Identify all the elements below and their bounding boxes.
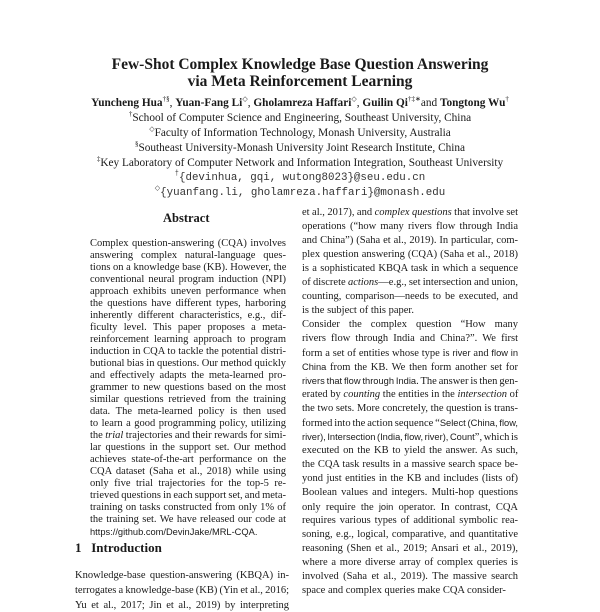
text-line [90,286,286,298]
author-name: Yuncheng Hua [91,97,163,109]
text-line [302,235,518,247]
action-text: river), Intersection (India, flow, river), Count [302,432,475,442]
text-segment: trieved questions in each support set, and meta- [90,490,286,501]
text-line [302,347,518,359]
affiliation-text: Faculty of Information Technology, Monash University, Australia [154,127,451,139]
email-mark: ◇ [154,185,161,193]
text-line [90,238,286,250]
action-text: rivers that flow through India [302,376,417,386]
text-line [302,487,518,499]
introduction-heading [75,541,162,555]
text-segment: —e.g., set intersection and union, [378,277,518,288]
text-segment: approach exhibits uneven performance when [90,286,286,297]
text-segment: that involve set [451,207,518,218]
text-line [90,502,286,514]
text-segment: space and complex queries make CQA consider- [302,585,506,596]
text-line [90,478,286,490]
text-line [302,417,518,429]
text-segment: only five trial trajectories for the top-5 re- [90,478,286,489]
text-line [302,277,518,289]
author-affiliation-mark: † [505,95,509,103]
text-segment: CQA dataset (Saha et al., 2018) while using [90,466,286,477]
text-line [90,262,286,274]
text-segment: formed into the action sequence “ [302,418,440,429]
text-segment: where a more diverse array of complex queries is [302,557,518,568]
text-line [90,370,286,382]
text-line [90,274,286,286]
email-line [0,171,600,185]
text-line [302,333,518,345]
text-line [90,466,286,478]
emphasis-text: counting [343,389,381,400]
paper-title-line-1: Few-Shot Complex Knowledge Base Question Answering [111,56,489,73]
text-segment: Complex question-answering (CQA) involves [90,238,286,249]
section-number: 1 [75,540,82,555]
text-segment: involved (Saha et al., 2019). The massive search [302,571,518,582]
action-text: river [452,348,471,358]
text-segment: of discrete [302,277,348,288]
text-segment: to learn a good programming policy, utilizing [90,418,286,429]
affiliation-mark: § [134,140,139,148]
text-line [302,459,518,471]
email-mark: † [174,170,179,178]
text-segment: from the KB. We then form another set for [326,362,518,373]
author-affiliation-mark: ◇ [351,95,357,103]
text-segment: et al., 2017), and [302,207,375,218]
text-segment: yond just entities in the KB and includes (lists of) [302,473,518,484]
text-segment: erated by [302,389,344,400]
email-text: {devinhua, gqi, wutong8023}@seu.edu.cn [178,172,426,184]
text-line [302,557,518,569]
text-line [302,305,518,317]
text-segment: operator. In contrast, CQA [393,502,518,513]
text-segment: ficulty level. This paper proposes a meta- [90,322,286,333]
abstract-heading: Abstract [163,211,210,225]
text-segment: reasoning (Shen et al., 2019; Ansari et al., 2019), [302,543,518,554]
emphasis-text: trial [105,430,124,441]
text-line [90,430,286,442]
text-segment: the questions have different types, harboring [90,298,286,309]
text-line [90,442,286,454]
text-segment: achieves state-of-the-art performance on the [90,454,286,465]
text-line [302,207,518,219]
text-segment: butional bias in questions. Our method quickly [90,358,286,369]
email-text: {yuanfang.li, gholamreza.haffari}@monash.edu [160,187,446,199]
text-segment: of [507,389,519,400]
text-line [302,263,518,275]
action-text: Select (China, flow, [439,418,518,428]
text-line [90,526,286,538]
text-segment: soning, e.g., logical, comparative, and quantitative [302,529,518,540]
text-segment: and China”) (Saha et al., 2019). In particular, com- [302,235,518,246]
text-segment: ”, which is [474,432,518,443]
text-line [302,291,518,303]
affiliation-text: Key Laboratory of Computer Network and Information Integration, Southeast University [100,157,504,169]
text-segment: training on tasks constructed from only 1% of [90,502,286,513]
text-line [90,418,286,430]
author-name: Gholamreza Haffari [253,97,352,109]
text-segment: only require the [302,502,379,513]
action-text: China [302,362,327,372]
text-line [90,334,286,346]
text-segment: tions on a knowledge base (KB). However, the [90,262,287,273]
action-text: flow in [491,348,518,358]
text-line [302,529,518,541]
author-name: Yuan-Fang Li [175,97,243,109]
code-link[interactable]: https://github.com/DevinJake/MRL-CQA. [90,527,258,537]
email-line [0,186,600,200]
text-segment: is a sophisticated KBQA task in which a sequence [302,263,518,274]
text-line [302,501,518,513]
text-segment: rivers flow through India and China?”. We first [302,333,518,344]
text-segment: form a set of entities whose type is [302,348,453,359]
author-name: Guilin Qi [362,97,408,109]
text-line [302,361,518,373]
text-segment: Yu et al., 2017; Jin et al., 2019) by interpreting [75,600,289,611]
text-line [302,571,518,583]
author-affiliation-mark: †§ [162,95,170,103]
text-segment: Consider the complex question “How many [302,319,518,330]
text-line [302,249,518,261]
text-line [302,431,518,443]
text-segment: similar questions retrieved from the training [90,394,286,405]
author-affiliation-mark: †‡∗ [407,95,421,103]
author-separator: , [356,97,363,109]
text-segment: requires various types of additional symbolic rea- [302,515,518,526]
affiliation-mark: ‡ [96,155,101,163]
author-affiliation-mark: ◇ [242,95,248,103]
text-line [90,310,286,322]
text-segment: the CQA task results in a massive search space be- [302,459,518,470]
text-line [90,394,286,406]
text-segment: grammer to new questions based on the most [90,382,286,393]
text-segment: induction in CQA to tackle the potential distri- [90,346,286,357]
text-line [302,445,518,457]
text-line [90,250,286,262]
text-line [302,515,518,527]
author-separator: and [420,97,440,109]
text-segment: Boolean values and integers. Multi-hop questions [302,487,518,498]
author-separator: , [169,97,176,109]
text-line [90,382,286,394]
text-segment: reinforcement learning approach to program [90,334,286,345]
text-segment: . The answer is then gen- [416,376,519,387]
author-separator: , [247,97,254,109]
text-segment: inherently different characteristics, e.g., dif- [90,310,286,321]
text-segment: operations (“how many rivers flow through India [302,221,518,232]
affiliation-line [0,156,600,170]
author-list [0,96,600,110]
affiliation-text: School of Computer Science and Engineering, Southeast University, China [132,112,472,124]
text-line [302,221,518,233]
emphasis-text: intersection [457,389,508,400]
text-line [302,585,518,597]
text-segment: the [90,430,106,441]
emphasis-text: complex questions [374,207,452,218]
affiliation-text: Southeast University-Monash University Joint Research Institute, China [138,142,466,154]
text-line [90,298,286,310]
action-text: join [378,502,394,512]
affiliation-line [0,141,600,155]
text-line [90,514,286,526]
affiliation-line [0,126,600,140]
text-line [302,403,518,415]
text-segment: executed on the KB to yield the answer. As such, [302,445,518,456]
text-segment: conventional neural program induction (NPI) [90,274,286,285]
text-line [302,543,518,555]
text-line [75,570,289,582]
text-segment: terrogates a knowledge-base (KB) (Yin et al., 2016; [75,585,289,596]
text-segment: the two sets. More concretely, the question is trans- [302,403,518,414]
text-line [302,473,518,485]
text-segment: answering complex natural-language ques- [90,250,286,261]
text-line [90,346,286,358]
paper-title-line-2: via Meta Reinforcement Learning [187,73,413,90]
text-segment: counting, comparison—needs to be executed, and [302,291,518,302]
emphasis-text: actions [347,277,379,288]
text-segment: the entities in the [380,389,458,400]
text-segment: and [470,348,492,359]
text-segment: is the subject of this paper. [302,305,414,316]
text-line [90,406,286,418]
affiliation-line [0,111,600,125]
text-segment: data. The meta-learned policy is then used [90,406,286,417]
text-segment: lar questions in the support set. Our method [90,442,286,453]
text-segment: plex question answering (CQA) (Saha et al., 2018) [302,249,518,260]
affiliation-mark: ◇ [149,125,155,133]
text-segment: trajectories and their rewards for simi- [123,430,287,441]
text-line [302,375,518,387]
text-line [90,322,286,334]
text-line [90,454,286,466]
author-name: Tongtong Wu [439,97,506,109]
section-title: Introduction [91,540,162,555]
text-line [302,389,518,401]
text-segment: and effectively adapts the meta-learned pro- [90,370,286,381]
text-segment: the training set. We have released our code at [90,514,286,525]
text-line [302,319,518,331]
text-line [90,358,286,370]
text-line [75,585,289,597]
text-line [75,600,289,612]
text-line [90,490,286,502]
text-segment: Knowledge-base question-answering (KBQA) in- [75,570,289,581]
affiliation-mark: † [128,110,133,118]
